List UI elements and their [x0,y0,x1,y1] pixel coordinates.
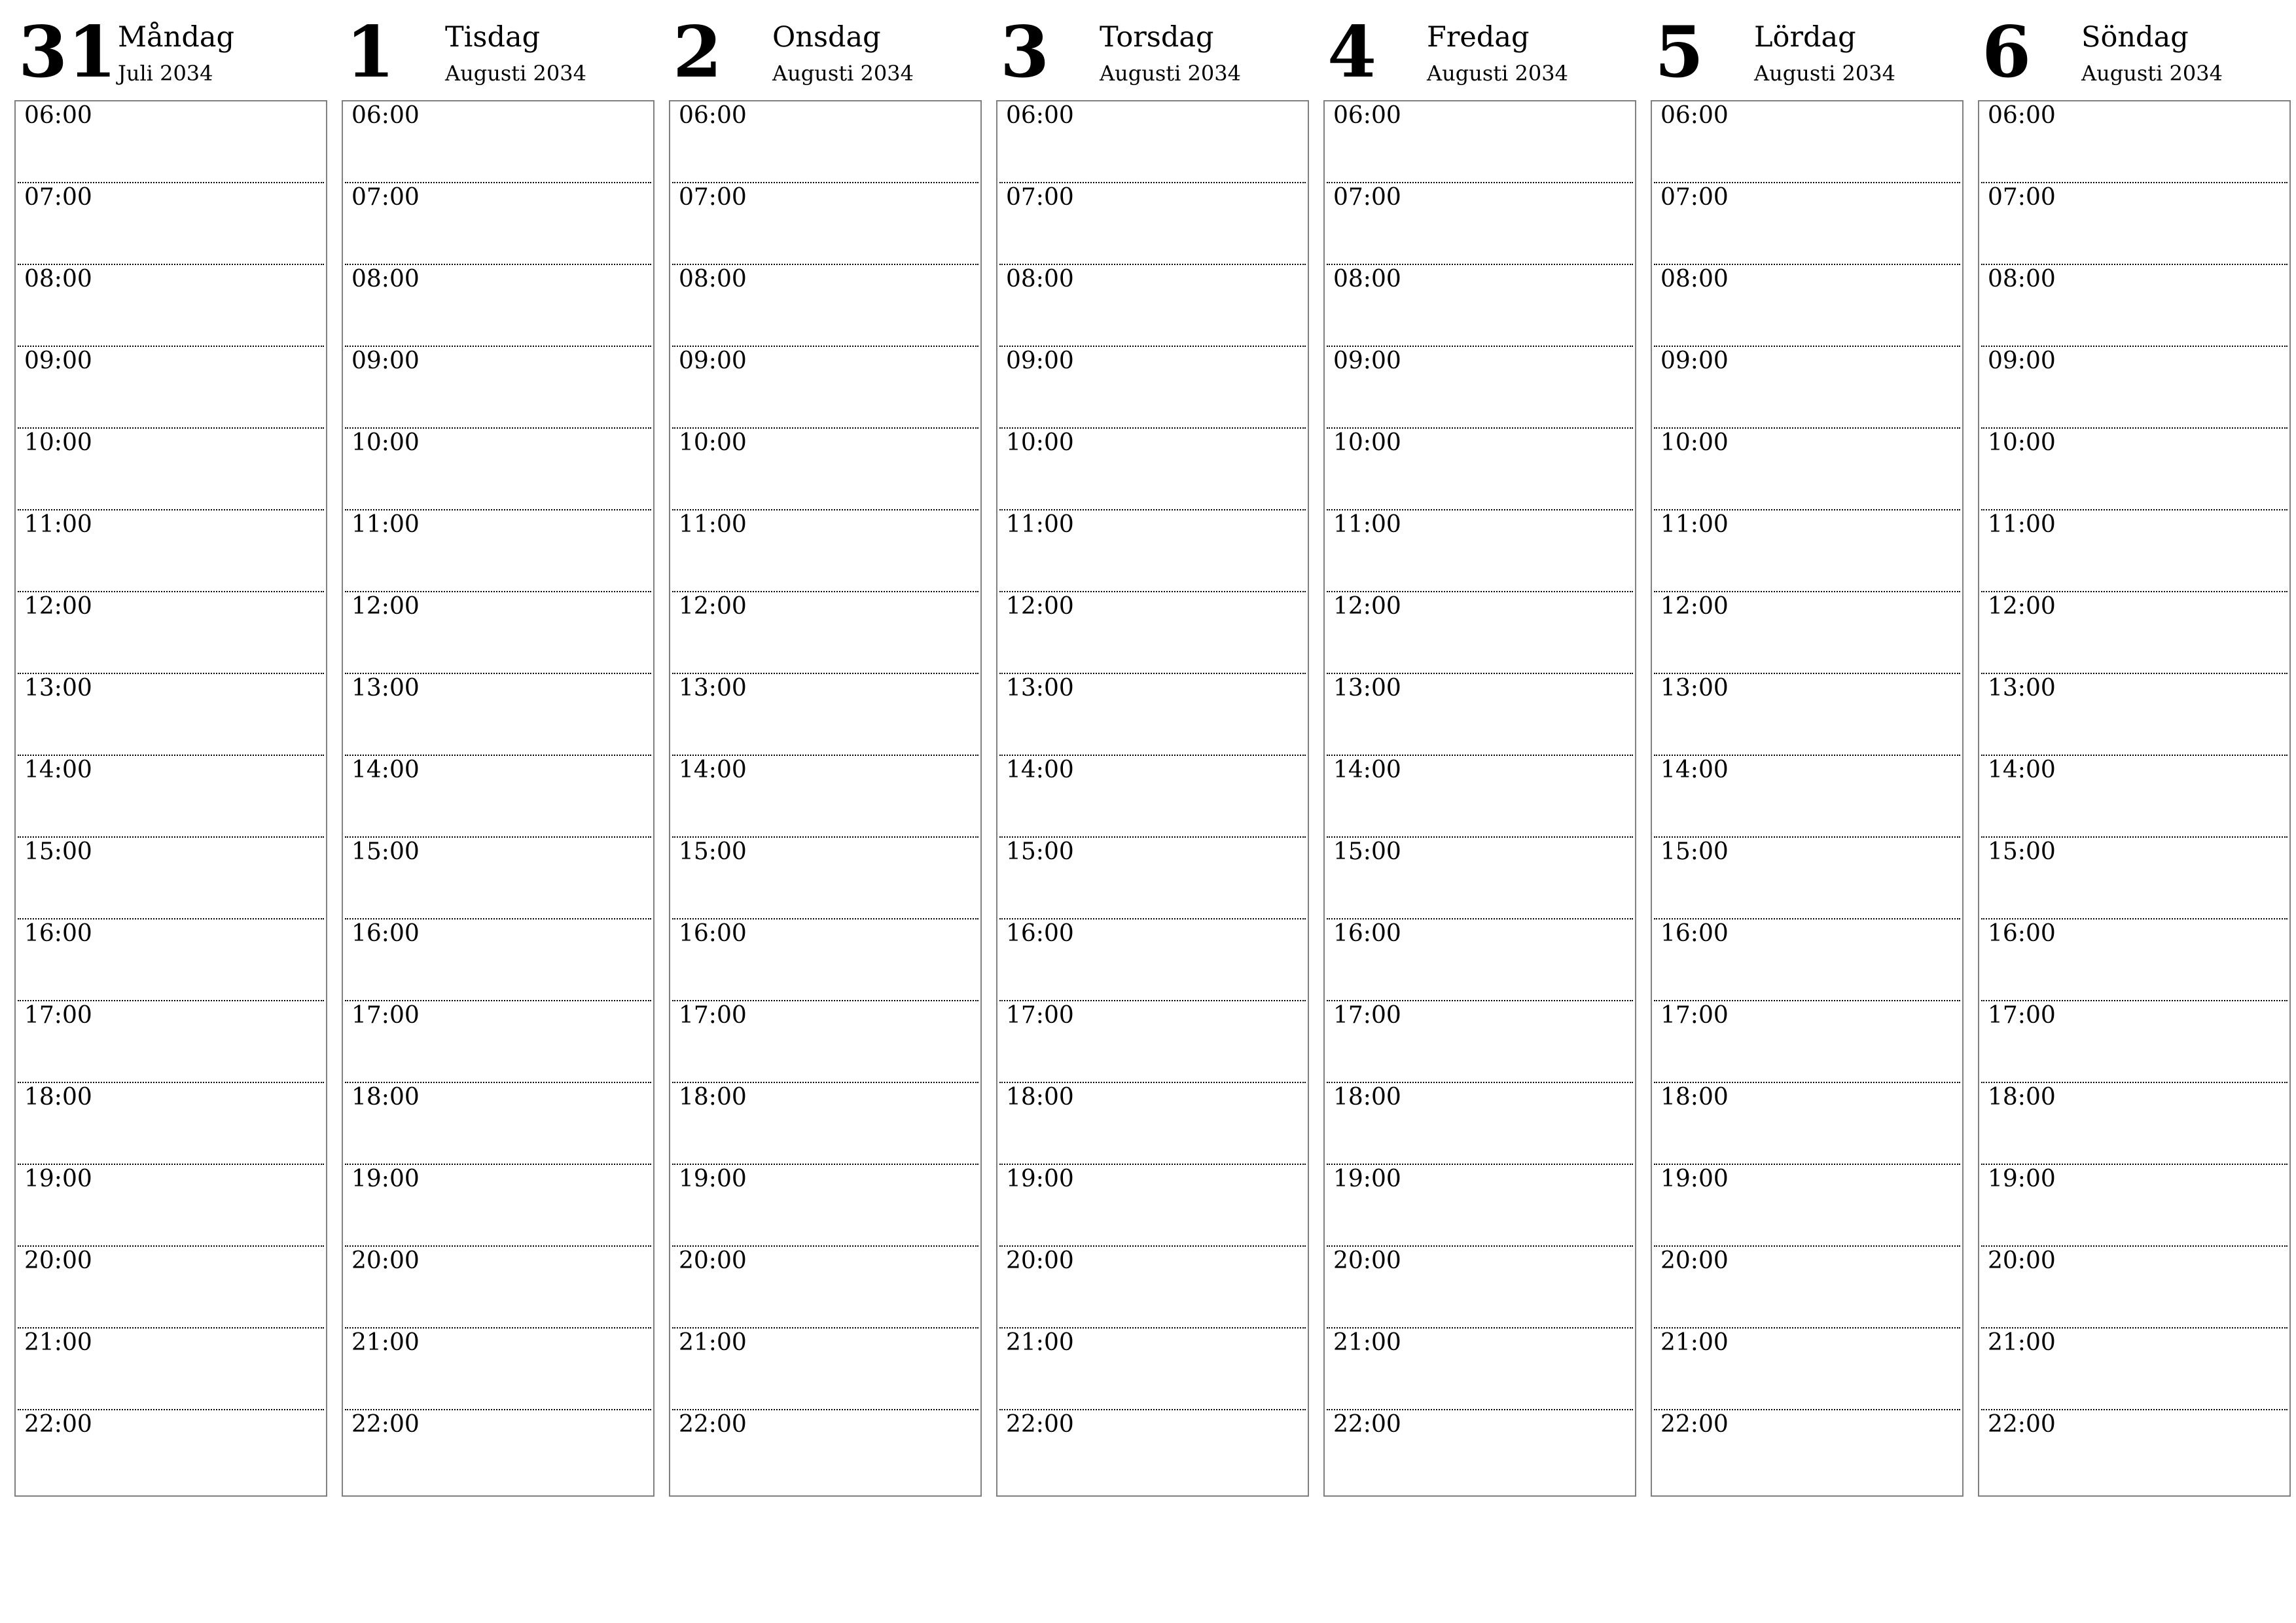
time-slot[interactable] [345,1410,651,1492]
time-label: 14:00 [1006,757,1074,783]
day-number: 3 [1000,11,1050,94]
day-column [996,11,1309,1497]
time-label: 10:00 [679,429,747,456]
time-slot[interactable] [672,1247,978,1329]
time-label: 12:00 [1660,593,1729,620]
day-header [669,11,982,100]
time-label: 14:00 [24,757,92,783]
time-slot[interactable] [999,1001,1306,1083]
time-label: 10:00 [1006,429,1074,456]
time-slot[interactable] [345,1083,651,1165]
time-label: 06:00 [1660,102,1729,129]
time-slot[interactable] [18,101,324,183]
time-label: 18:00 [1988,1084,2056,1111]
time-slot[interactable] [672,1165,978,1247]
time-label: 19:00 [351,1166,420,1192]
time-slot[interactable] [999,1410,1306,1492]
time-label: 11:00 [679,511,747,538]
time-slot[interactable] [672,510,978,592]
time-label: 19:00 [1988,1166,2056,1192]
time-label: 16:00 [679,920,747,947]
time-slot[interactable] [1327,429,1633,510]
time-slot[interactable] [1981,674,2287,756]
time-slot[interactable] [18,1165,324,1247]
time-slot[interactable] [999,429,1306,510]
time-slot[interactable] [1981,838,2287,919]
time-label: 12:00 [1988,593,2056,620]
time-label: 12:00 [679,593,747,620]
time-label: 20:00 [24,1247,92,1274]
time-label: 09:00 [679,348,747,374]
time-slot[interactable] [1327,919,1633,1001]
time-slot[interactable] [18,1247,324,1329]
day-month: Augusti 2034 [2081,61,2223,86]
day-column [14,11,327,1497]
time-label: 16:00 [1660,920,1729,947]
time-slot[interactable] [1327,592,1633,674]
time-label: 11:00 [24,511,92,538]
day-name: Tisdag [445,21,541,54]
day-header [1978,11,2291,100]
time-slot[interactable] [672,1329,978,1410]
day-month: Augusti 2034 [772,61,914,86]
time-label: 14:00 [1333,757,1401,783]
time-label: 22:00 [1988,1411,2056,1438]
time-slot[interactable] [672,674,978,756]
time-slot[interactable] [1327,674,1633,756]
time-label: 21:00 [1988,1329,2056,1356]
day-header [14,11,327,100]
time-slot[interactable] [1327,838,1633,919]
time-label: 06:00 [1988,102,2056,129]
time-slot[interactable] [999,838,1306,919]
time-slot[interactable] [672,265,978,347]
day-column [342,11,655,1497]
time-label: 18:00 [351,1084,420,1111]
day-number: 4 [1327,11,1377,94]
time-slot[interactable] [18,429,324,510]
day-number: 31 [18,11,117,94]
day-name: Torsdag [1100,21,1214,54]
time-label: 13:00 [1660,675,1729,702]
day-number: 5 [1655,11,1704,94]
time-label: 08:00 [351,266,420,293]
time-slot[interactable] [1327,510,1633,592]
time-label: 18:00 [1660,1084,1729,1111]
time-slot[interactable] [18,674,324,756]
time-slot[interactable] [18,510,324,592]
day-column [1651,11,1964,1497]
time-label: 19:00 [1006,1166,1074,1192]
time-slot[interactable] [1654,1001,1960,1083]
day-month: Augusti 2034 [1100,61,1241,86]
time-label: 13:00 [679,675,747,702]
time-label: 11:00 [1333,511,1401,538]
time-label: 13:00 [24,675,92,702]
time-label: 07:00 [24,184,92,211]
time-label: 15:00 [1006,838,1074,865]
time-label: 17:00 [1333,1002,1401,1029]
time-slot[interactable] [1654,674,1960,756]
time-label: 10:00 [1660,429,1729,456]
time-slot[interactable] [1981,592,2287,674]
time-slot[interactable] [18,1410,324,1492]
time-label: 10:00 [351,429,420,456]
time-slot[interactable] [345,510,651,592]
time-slot[interactable] [672,183,978,265]
time-label: 15:00 [1333,838,1401,865]
time-label: 21:00 [351,1329,420,1356]
time-slot[interactable] [18,265,324,347]
time-slot[interactable] [345,592,651,674]
time-slot[interactable] [345,1001,651,1083]
day-name: Lördag [1754,21,1856,54]
time-slot[interactable] [1327,1001,1633,1083]
time-label: 08:00 [24,266,92,293]
time-slot[interactable] [672,347,978,429]
time-label: 09:00 [1660,348,1729,374]
time-slot[interactable] [345,265,651,347]
day-number: 2 [673,11,723,94]
time-slot[interactable] [1654,919,1960,1001]
time-slot[interactable] [1654,838,1960,919]
time-label: 06:00 [1333,102,1401,129]
time-slot[interactable] [1654,1329,1960,1410]
time-label: 12:00 [1333,593,1401,620]
time-label: 15:00 [679,838,747,865]
time-slot[interactable] [1654,1247,1960,1329]
time-slot[interactable] [999,592,1306,674]
day-header [342,11,655,100]
time-label: 11:00 [351,511,420,538]
time-label: 20:00 [1660,1247,1729,1274]
time-label: 10:00 [1988,429,2056,456]
time-slot[interactable] [1981,1247,2287,1329]
time-slot[interactable] [672,592,978,674]
time-label: 08:00 [1006,266,1074,293]
time-label: 20:00 [1988,1247,2056,1274]
time-label: 12:00 [24,593,92,620]
time-label: 18:00 [679,1084,747,1111]
time-label: 12:00 [351,593,420,620]
time-slot[interactable] [1654,1083,1960,1165]
time-label: 20:00 [1006,1247,1074,1274]
time-slot[interactable] [999,265,1306,347]
time-slot[interactable] [1981,1001,2287,1083]
time-slot[interactable] [1981,429,2287,510]
day-number: 1 [346,11,395,94]
time-slot[interactable] [345,101,651,183]
time-label: 20:00 [1333,1247,1401,1274]
time-label: 17:00 [1660,1002,1729,1029]
day-header [1323,11,1636,100]
time-label: 19:00 [1333,1166,1401,1192]
time-slot[interactable] [18,347,324,429]
time-slot[interactable] [18,1001,324,1083]
time-slot[interactable] [18,1083,324,1165]
time-slot[interactable] [1981,265,2287,347]
time-label: 08:00 [679,266,747,293]
time-slot[interactable] [1327,1329,1633,1410]
time-slot[interactable] [672,1410,978,1492]
time-slot[interactable] [672,838,978,919]
time-slot[interactable] [672,429,978,510]
time-label: 14:00 [351,757,420,783]
time-label: 08:00 [1660,266,1729,293]
time-slot[interactable] [18,183,324,265]
time-slot[interactable] [1654,429,1960,510]
time-label: 15:00 [1660,838,1729,865]
time-slot[interactable] [345,1329,651,1410]
time-slot[interactable] [1981,919,2287,1001]
time-label: 06:00 [1006,102,1074,129]
time-slot[interactable] [672,101,978,183]
time-label: 09:00 [1988,348,2056,374]
day-schedule [1978,100,2291,1497]
time-label: 15:00 [24,838,92,865]
time-label: 13:00 [1006,675,1074,702]
time-slot[interactable] [999,101,1306,183]
time-label: 19:00 [1660,1166,1729,1192]
time-slot[interactable] [345,183,651,265]
time-slot[interactable] [1327,183,1633,265]
time-label: 11:00 [1988,511,2056,538]
time-label: 16:00 [1333,920,1401,947]
time-slot[interactable] [1327,347,1633,429]
time-label: 20:00 [351,1247,420,1274]
time-slot[interactable] [999,1247,1306,1329]
time-label: 10:00 [1333,429,1401,456]
time-slot[interactable] [345,838,651,919]
time-slot[interactable] [1981,1083,2287,1165]
day-schedule [342,100,655,1497]
time-slot[interactable] [1981,1165,2287,1247]
time-slot[interactable] [1327,1410,1633,1492]
time-label: 19:00 [679,1166,747,1192]
time-slot[interactable] [1327,1247,1633,1329]
time-slot[interactable] [1654,592,1960,674]
time-slot[interactable] [672,1001,978,1083]
time-label: 21:00 [1006,1329,1074,1356]
day-header [1651,11,1964,100]
time-slot[interactable] [18,1329,324,1410]
time-label: 07:00 [1333,184,1401,211]
time-label: 08:00 [1333,266,1401,293]
time-label: 10:00 [24,429,92,456]
time-slot[interactable] [999,1329,1306,1410]
time-label: 06:00 [24,102,92,129]
time-slot[interactable] [1327,756,1633,838]
time-label: 06:00 [679,102,747,129]
time-slot[interactable] [999,510,1306,592]
time-label: 12:00 [1006,593,1074,620]
day-name: Söndag [2081,21,2189,54]
time-label: 22:00 [351,1411,420,1438]
time-label: 20:00 [679,1247,747,1274]
time-label: 21:00 [1333,1329,1401,1356]
time-slot[interactable] [1654,101,1960,183]
time-label: 16:00 [24,920,92,947]
time-label: 21:00 [1660,1329,1729,1356]
time-label: 22:00 [24,1411,92,1438]
time-label: 21:00 [679,1329,747,1356]
time-label: 17:00 [679,1002,747,1029]
time-label: 13:00 [1988,675,2056,702]
time-label: 15:00 [1988,838,2056,865]
time-slot[interactable] [18,838,324,919]
time-slot[interactable] [18,919,324,1001]
time-label: 13:00 [351,675,420,702]
time-label: 22:00 [1006,1411,1074,1438]
time-label: 19:00 [24,1166,92,1192]
time-slot[interactable] [1981,1329,2287,1410]
time-label: 11:00 [1660,511,1729,538]
day-name: Onsdag [772,21,881,54]
time-label: 14:00 [1988,757,2056,783]
time-slot[interactable] [1981,183,2287,265]
time-slot[interactable] [345,1247,651,1329]
time-label: 18:00 [1006,1084,1074,1111]
day-month: Augusti 2034 [445,61,586,86]
time-slot[interactable] [1327,101,1633,183]
time-label: 22:00 [1660,1411,1729,1438]
time-label: 16:00 [1988,920,2056,947]
time-slot[interactable] [999,183,1306,265]
time-label: 09:00 [1333,348,1401,374]
time-label: 18:00 [1333,1084,1401,1111]
time-label: 08:00 [1988,266,2056,293]
day-column [669,11,982,1497]
time-slot[interactable] [1654,265,1960,347]
time-label: 14:00 [1660,757,1729,783]
time-slot[interactable] [1981,347,2287,429]
time-slot[interactable] [1981,510,2287,592]
time-label: 18:00 [24,1084,92,1111]
day-month: Juli 2034 [118,61,213,86]
time-slot[interactable] [672,919,978,1001]
time-slot[interactable] [1654,1410,1960,1492]
time-slot[interactable] [18,756,324,838]
day-schedule [996,100,1309,1497]
time-label: 17:00 [1988,1002,2056,1029]
time-slot[interactable] [672,756,978,838]
time-slot[interactable] [999,674,1306,756]
time-label: 22:00 [679,1411,747,1438]
day-month: Augusti 2034 [1427,61,1568,86]
time-label: 07:00 [679,184,747,211]
time-slot[interactable] [345,347,651,429]
time-label: 07:00 [351,184,420,211]
time-slot[interactable] [1654,183,1960,265]
time-slot[interactable] [1981,1410,2287,1492]
time-slot[interactable] [1327,1165,1633,1247]
time-slot[interactable] [18,592,324,674]
time-label: 21:00 [24,1329,92,1356]
time-label: 06:00 [351,102,420,129]
day-schedule [1323,100,1636,1497]
time-slot[interactable] [345,756,651,838]
time-label: 11:00 [1006,511,1074,538]
time-label: 15:00 [351,838,420,865]
time-slot[interactable] [345,919,651,1001]
day-number: 6 [1982,11,2032,94]
time-label: 17:00 [24,1002,92,1029]
day-month: Augusti 2034 [1754,61,1895,86]
time-slot[interactable] [1654,510,1960,592]
time-label: 16:00 [351,920,420,947]
time-label: 09:00 [24,348,92,374]
time-slot[interactable] [1327,1083,1633,1165]
time-label: 22:00 [1333,1411,1401,1438]
time-slot[interactable] [999,919,1306,1001]
day-name: Måndag [118,21,235,54]
time-slot[interactable] [999,1083,1306,1165]
time-slot[interactable] [1654,347,1960,429]
time-slot[interactable] [1654,756,1960,838]
time-label: 17:00 [1006,1002,1074,1029]
time-slot[interactable] [999,1165,1306,1247]
time-slot[interactable] [672,1083,978,1165]
time-label: 09:00 [351,348,420,374]
time-label: 07:00 [1988,184,2056,211]
time-label: 07:00 [1660,184,1729,211]
time-slot[interactable] [1327,265,1633,347]
time-label: 16:00 [1006,920,1074,947]
day-header [996,11,1309,100]
time-slot[interactable] [345,674,651,756]
time-slot[interactable] [1981,756,2287,838]
time-slot[interactable] [999,347,1306,429]
weekly-planner [14,11,2292,1497]
time-label: 17:00 [351,1002,420,1029]
time-label: 13:00 [1333,675,1401,702]
day-schedule [1651,100,1964,1497]
time-slot[interactable] [1981,101,2287,183]
day-column [1323,11,1636,1497]
day-schedule [669,100,982,1497]
time-slot[interactable] [345,429,651,510]
time-label: 09:00 [1006,348,1074,374]
time-slot[interactable] [345,1165,651,1247]
time-slot[interactable] [999,756,1306,838]
time-label: 14:00 [679,757,747,783]
time-label: 07:00 [1006,184,1074,211]
day-schedule [14,100,327,1497]
time-slot[interactable] [1654,1165,1960,1247]
day-column [1978,11,2291,1497]
day-name: Fredag [1427,21,1530,54]
